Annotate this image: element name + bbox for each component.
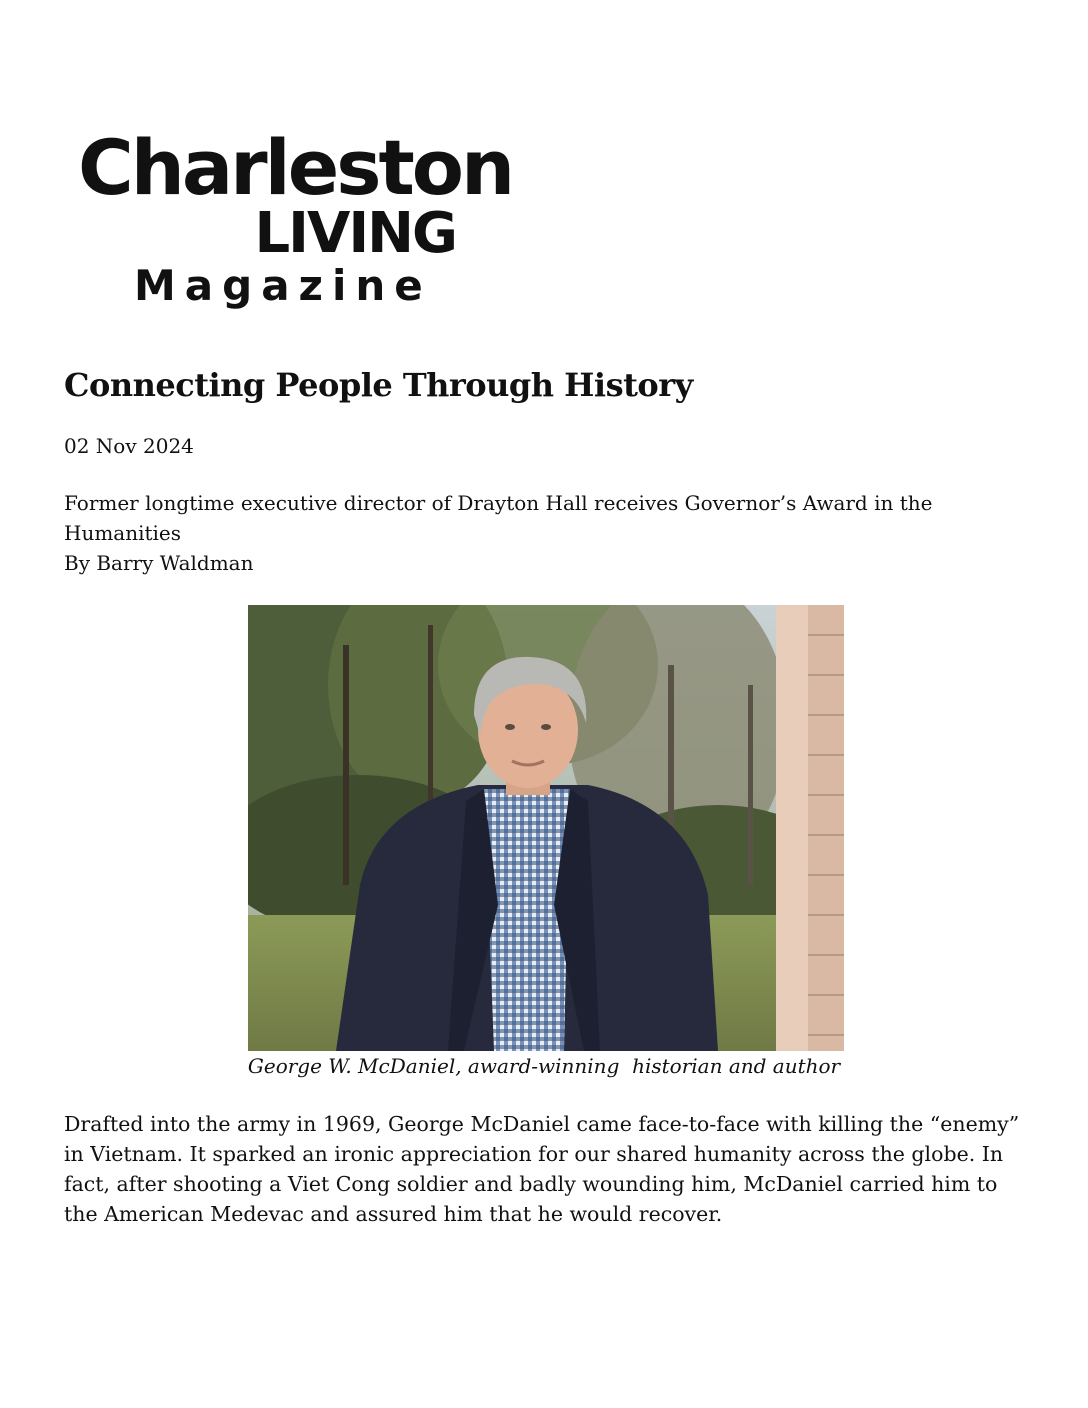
article-date: 02 Nov 2024	[64, 434, 194, 458]
portrait-illustration	[248, 605, 844, 1051]
logo-magazine-text: Magazine	[134, 261, 432, 310]
article-photo	[248, 605, 844, 1051]
logo-charleston-text: Charleston	[78, 123, 513, 212]
article-title: Connecting People Through History	[64, 366, 693, 404]
article-byline: By Barry Waldman	[64, 551, 254, 575]
photo-caption: George W. McDaniel, award-winning historian and author	[247, 1054, 841, 1078]
logo-living-text: LIVING	[254, 201, 456, 266]
magazine-logo	[78, 123, 513, 320]
article-subtitle-block	[64, 488, 1024, 578]
article-body-paragraph: Drafted into the army in 1969, George McDaniel came face-to-face with killing the “enemy” in Vietnam. It sparked an ironic appreciation for our shared humanity across the globe. In fact, after shooting a Viet Cong soldier and badly wounding him, McDaniel carried him to the American Medevac and assured him that he would recover.	[64, 1112, 1020, 1226]
article-subtitle: Former longtime executive director of Drayton Hall receives Governor’s Award in the Humanities	[64, 491, 933, 545]
